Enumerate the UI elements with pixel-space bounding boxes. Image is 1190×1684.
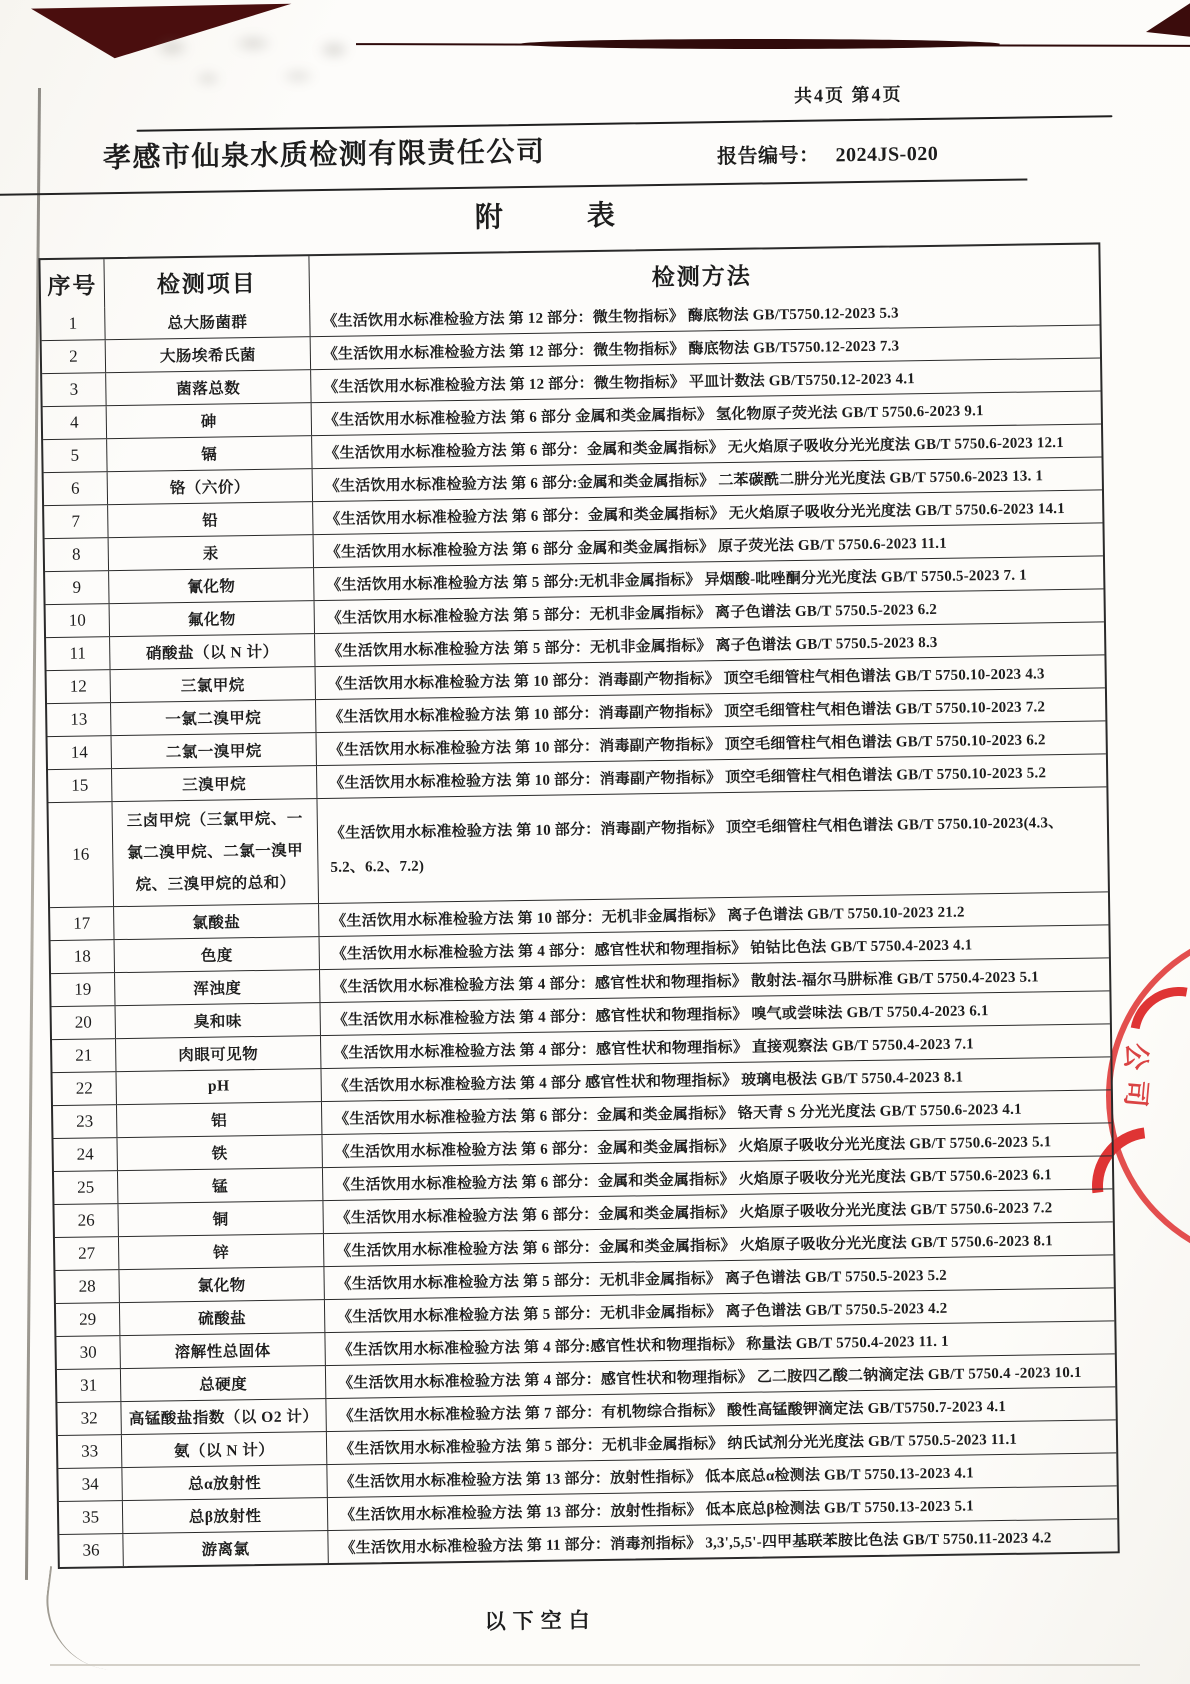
test-item: 总α放射性 <box>121 1465 327 1500</box>
column-header-no: 序号 <box>47 272 98 299</box>
test-method: 《生活饮用水标准检验方法 第 12 部分：微生物指标》 酶底物法 GB/T5750.12-2023 5.3 <box>322 304 899 330</box>
test-item: 砷 <box>106 403 312 438</box>
row-number: 34 <box>81 1474 99 1494</box>
page-title: 附 表 <box>474 200 616 234</box>
test-method: 《生活饮用水标准检验方法 第 10 部分：消毒副产物指标》 顶空毛细管柱气相色谱法 GB/T 5750.10-2023 7.2 <box>328 698 1046 726</box>
test-method: 《生活饮用水标准检验方法 第 6 部分：金属和类金属指标》 铬天青 S 分光光度法 GB/T 5750.6-2023 4.1 <box>334 1101 1022 1128</box>
row-number: 11 <box>69 643 87 663</box>
test-method: 《生活饮用水标准检验方法 第 5 部分:无机非金属指标》 异烟酸-吡唑酮分光光度法 GB/T 5750.5-2023 7. 1 <box>326 567 1028 594</box>
row-number: 28 <box>78 1276 96 1296</box>
row-number: 31 <box>80 1375 98 1395</box>
test-item: 三氯甲烷 <box>110 667 316 702</box>
row-number: 9 <box>72 577 82 597</box>
row-number: 30 <box>79 1342 97 1362</box>
test-method: 《生活饮用水标准检验方法 第 5 部分：无机非金属指标》 离子色谱法 GB/T 5750.5-2023 5.2 <box>336 1267 948 1293</box>
row-number: 26 <box>77 1210 95 1230</box>
test-item: 菌落总数 <box>105 370 311 405</box>
row-number: 23 <box>76 1111 94 1131</box>
row-number: 10 <box>68 610 86 630</box>
seal-character: 公 <box>1119 1041 1153 1072</box>
test-method: 《生活饮用水标准检验方法 第 4 部分 感官性状和物理指标》 玻璃电极法 GB/T 5750.4-2023 8.1 <box>333 1069 964 1095</box>
row-number: 27 <box>78 1243 96 1263</box>
test-method: 《生活饮用水标准检验方法 第 13 部分：放射性指标》 低本底总β检测法 GB/T 5750.13-2023 5.1 <box>339 1497 974 1524</box>
test-item: 镉 <box>106 436 312 471</box>
page-number: 共4页 第4页 <box>793 84 903 106</box>
row-number: 1 <box>68 313 78 333</box>
test-method: 《生活饮用水标准检验方法 第 10 部分：消毒副产物指标》 顶空毛细管柱气相色谱法 GB/T 5750.10-2023 5.2 <box>329 764 1047 792</box>
test-item: 氯酸盐 <box>113 904 319 939</box>
test-item: 硫酸盐 <box>119 1300 325 1335</box>
header-rule-top <box>137 115 1113 132</box>
test-item: pH <box>116 1069 322 1104</box>
appendix-table <box>38 242 1119 1569</box>
row-number: 7 <box>71 511 81 531</box>
row-number: 29 <box>79 1309 97 1329</box>
test-method: 《生活饮用水标准检验方法 第 5 部分：无机非金属指标》 离子色谱法 GB/T 5750.5-2023 4.2 <box>337 1300 948 1326</box>
row-number: 18 <box>73 946 91 966</box>
row-number: 17 <box>73 913 91 933</box>
test-item: 硝酸盐（以 N 计） <box>109 634 315 669</box>
row-number: 14 <box>70 742 88 762</box>
test-item: 铝 <box>116 1102 322 1137</box>
test-method: 《生活饮用水标准检验方法 第 6 部分:金属和类金属指标》 二苯碳酰二肼分光光度法 GB/T 5750.6-2023 13. 1 <box>324 467 1044 495</box>
row-number: 22 <box>75 1078 93 1098</box>
table-row <box>48 786 1107 907</box>
test-item: 氰化物 <box>108 568 314 603</box>
test-method: 《生活饮用水标准检验方法 第 4 部分：感官性状和物理指标》 直接观察法 GB/T 5750.4-2023 7.1 <box>333 1035 975 1062</box>
test-method: 《生活饮用水标准检验方法 第 6 部分：金属和类金属指标》 火焰原子吸收分光光度法 GB/T 5750.6-2023 7.2 <box>335 1199 1053 1227</box>
test-method: 《生活饮用水标准检验方法 第 12 部分：微生物指标》 平皿计数法 GB/T5750.12-2023 4.1 <box>323 370 916 396</box>
row-number: 36 <box>82 1540 100 1560</box>
test-method: 《生活饮用水标准检验方法 第 6 部分 金属和类金属指标》 氢化物原子荧光法 GB/T 5750.6-2023 9.1 <box>323 402 984 429</box>
test-item: 铅 <box>107 502 313 537</box>
test-item: 游离氯 <box>122 1531 328 1566</box>
row-number: 16 <box>72 844 90 864</box>
test-item: 浑浊度 <box>114 970 320 1005</box>
test-method: 《生活饮用水标准检验方法 第 10 部分：消毒副产物指标》 顶空毛细管柱气相色谱法 GB/T 5750.10-2023 6.2 <box>328 731 1046 759</box>
test-item: 高锰酸盐指数（以 O2 计） <box>120 1399 326 1434</box>
test-method: 《生活饮用水标准检验方法 第 4 部分：感官性状和物理指标》 嗅气或尝味法 GB/T 5750.4-2023 6.1 <box>332 1002 989 1029</box>
test-item: 汞 <box>108 535 314 570</box>
test-item: 二氯一溴甲烷 <box>111 733 317 768</box>
test-method: 《生活饮用水标准检验方法 第 10 部分：消毒副产物指标》 顶空毛细管柱气相色谱法 GB/T 5750.10-2023 4.3 <box>327 665 1045 693</box>
test-method: 《生活饮用水标准检验方法 第 13 部分：放射性指标》 低本底总α检测法 GB/T 5750.13-2023 4.1 <box>339 1464 974 1491</box>
test-item: 臭和味 <box>115 1003 321 1038</box>
test-method: 《生活饮用水标准检验方法 第 6 部分：金属和类金属指标》 火焰原子吸收分光光度法 GB/T 5750.6-2023 6.1 <box>335 1166 1052 1194</box>
row-number: 8 <box>71 544 81 564</box>
test-item: 锌 <box>118 1234 324 1269</box>
test-method: 《生活饮用水标准检验方法 第 4 部分：感官性状和物理指标》 乙二胺四乙酸二钠滴定法 GB/T 5750.4 -2023 10.1 <box>338 1364 1082 1392</box>
row-number: 4 <box>69 412 79 432</box>
seal-character: 司 <box>1119 1078 1153 1109</box>
column-header-method: 检测方法 <box>651 263 752 290</box>
row-number: 32 <box>80 1408 98 1428</box>
row-number: 35 <box>81 1507 100 1527</box>
test-item: 总β放射性 <box>122 1498 328 1533</box>
test-method: 《生活饮用水标准检验方法 第 11 部分：消毒剂指标》 3,3',5,5'-四甲基联苯胺比色法 GB/T 5750.11-2023 4.2 <box>340 1529 1052 1557</box>
row-number: 25 <box>77 1177 95 1197</box>
test-method: 《生活饮用水标准检验方法 第 12 部分：微生物指标》 酶底物法 GB/T5750.12-2023 7.3 <box>322 337 900 363</box>
test-method: 《生活饮用水标准检验方法 第 4 部分：感官性状和物理指标》 散射法-福尔马肼标准 GB/T 5750.4-2023 5.1 <box>332 968 1040 996</box>
test-item: 氟化物 <box>109 601 315 636</box>
test-method: 《生活饮用水标准检验方法 第 10 部分：无机非金属指标》 离子色谱法 GB/T 5750.10-2023 21.2 <box>331 904 965 930</box>
report-number-line <box>717 137 939 169</box>
test-method: 《生活饮用水标准检验方法 第 5 部分：无机非金属指标》 纳氏试剂分光光度法 GB/T 5750.5-2023 11.1 <box>339 1431 1018 1458</box>
row-number: 19 <box>74 979 92 999</box>
row-number: 24 <box>76 1144 94 1164</box>
test-item: 一氯二溴甲烷 <box>110 700 316 735</box>
row-number: 13 <box>70 709 88 729</box>
footer-note: 以下空白 <box>484 1608 597 1634</box>
test-method: 《生活饮用水标准检验方法 第 5 部分：无机非金属指标》 离子色谱法 GB/T 5750.5-2023 6.2 <box>326 601 938 627</box>
report-number: 2024JS-020 <box>835 142 939 167</box>
test-item: 氨（以 N 计） <box>121 1432 327 1467</box>
test-item: 铜 <box>117 1201 323 1236</box>
row-number: 20 <box>74 1012 92 1032</box>
row-number: 6 <box>70 478 80 498</box>
test-item: 三溴甲烷 <box>111 766 317 801</box>
test-item: 锰 <box>117 1168 323 1203</box>
row-number: 12 <box>69 676 87 696</box>
company-name: 孝感市仙泉水质检测有限责任公司 <box>102 135 546 174</box>
row-number: 2 <box>68 346 78 366</box>
row-number: 3 <box>69 379 79 399</box>
row-number: 33 <box>80 1441 99 1461</box>
test-method: 《生活饮用水标准检验方法 第 6 部分：金属和类金属指标》 火焰原子吸收分光光度法 GB/T 5750.6-2023 8.1 <box>336 1232 1053 1260</box>
test-method: 《生活饮用水标准检验方法 第 6 部分：金属和类金属指标》 无火焰原子吸收分光光度法 GB/T 5750.6-2023 14.1 <box>325 500 1065 528</box>
test-method: 《生活饮用水标准检验方法 第 6 部分 金属和类金属指标》 原子荧光法 GB/T 5750.6-2023 11.1 <box>325 535 948 561</box>
test-method: 《生活饮用水标准检验方法 第 10 部分：消毒副产物指标》 顶空毛细管柱气相色谱法 GB/T 5750.10-2023(4.3、5.2、6.2、7.2) <box>329 815 1064 876</box>
test-method: 《生活饮用水标准检验方法 第 6 部分：金属和类金属指标》 火焰原子吸收分光光度法 GB/T 5750.6-2023 5.1 <box>334 1133 1052 1161</box>
test-item: 色度 <box>114 937 320 972</box>
test-method: 《生活饮用水标准检验方法 第 5 部分：无机非金属指标》 离子色谱法 GB/T 5750.5-2023 8.3 <box>327 634 938 660</box>
test-method: 《生活饮用水标准检验方法 第 4 部分:感官性状和物理指标》 称量法 GB/T 5750.4-2023 11. 1 <box>337 1333 949 1359</box>
row-number: 5 <box>70 445 80 465</box>
test-item: 三卤甲烷（三氯甲烷、一氯二溴甲烷、二氯一溴甲烷、三溴甲烷的总和） <box>111 799 319 906</box>
report-number-label: 报告编号： <box>716 144 820 169</box>
column-header-item: 检测项目 <box>103 256 310 307</box>
test-method: 《生活饮用水标准检验方法 第 6 部分：金属和类金属指标》 无火焰原子吸收分光光度法 GB/T 5750.6-2023 12.1 <box>324 434 1065 462</box>
test-item: 溶解性总固体 <box>119 1333 325 1368</box>
test-item: 总大肠菌群 <box>104 304 310 339</box>
row-number: 21 <box>75 1045 93 1065</box>
test-method: 《生活饮用水标准检验方法 第 4 部分：感官性状和物理指标》 铂钴比色法 GB/T 5750.4-2023 4.1 <box>331 936 973 963</box>
test-item: 大肠埃希氏菌 <box>105 337 311 372</box>
test-item: 氯化物 <box>118 1267 324 1302</box>
row-number: 15 <box>71 775 89 795</box>
test-method: 《生活饮用水标准检验方法 第 7 部分：有机物综合指标》 酸性高锰酸钾滴定法 GB/T5750.7-2023 4.1 <box>338 1398 1007 1425</box>
test-item: 总硬度 <box>120 1366 326 1401</box>
test-item: 铬（六价） <box>107 469 313 504</box>
test-item: 铁 <box>116 1135 322 1170</box>
test-item: 肉眼可见物 <box>115 1036 321 1071</box>
